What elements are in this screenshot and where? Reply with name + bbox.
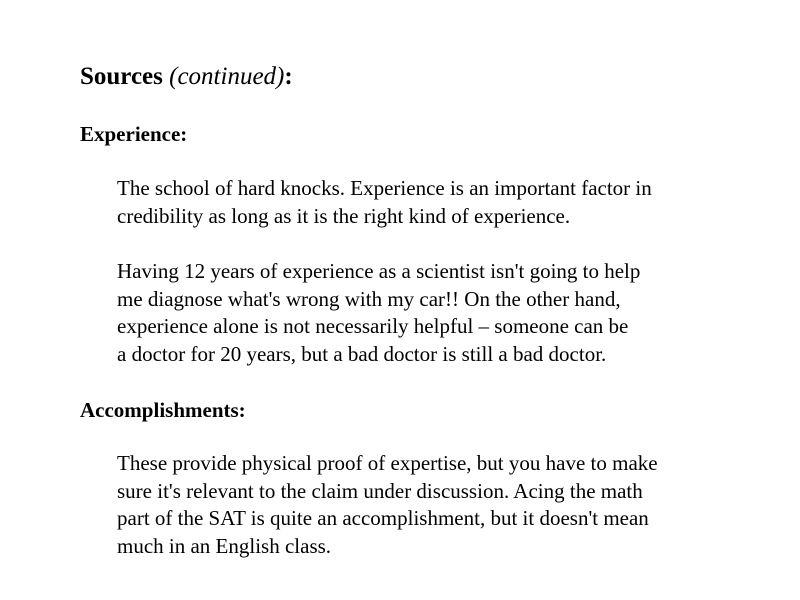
paragraph-line: Having 12 years of experience as a scientist isn't going to help [117,259,641,283]
paragraph-line: These provide physical proof of expertise, but you have to make [117,451,658,475]
experience-paragraph-2 [117,258,640,368]
paragraph-line: credibility as long as it is the right kind of experience. [117,203,571,228]
paragraph-line: experience alone is not necessarily helpful – someone can be [117,314,629,338]
paragraph-line: part of the SAT is quite an accomplishment, but it doesn't mean [117,506,649,530]
accomplishments-paragraph-1 [117,450,658,560]
section-heading-experience: Experience: [80,122,188,146]
paragraph-line: much in an English class. [117,533,332,558]
section-heading-accomplishments: Accomplishments: [80,398,246,422]
title-colon: : [284,63,293,90]
paragraph-line: The school of hard knocks. Experience is an important factor in [117,176,652,200]
slide-title [80,60,293,94]
paragraph-line: a doctor for 20 years, but a bad doctor is still a bad doctor. [117,341,607,366]
title-main: Sources [80,63,163,90]
paragraph-line: sure it's relevant to the claim under discussion. Acing the math [117,478,643,503]
title-continued: (continued) [169,63,285,90]
paragraph-line: me diagnose what's wrong with my car!! On the other hand, [117,286,621,311]
experience-paragraph-1 [117,175,652,230]
